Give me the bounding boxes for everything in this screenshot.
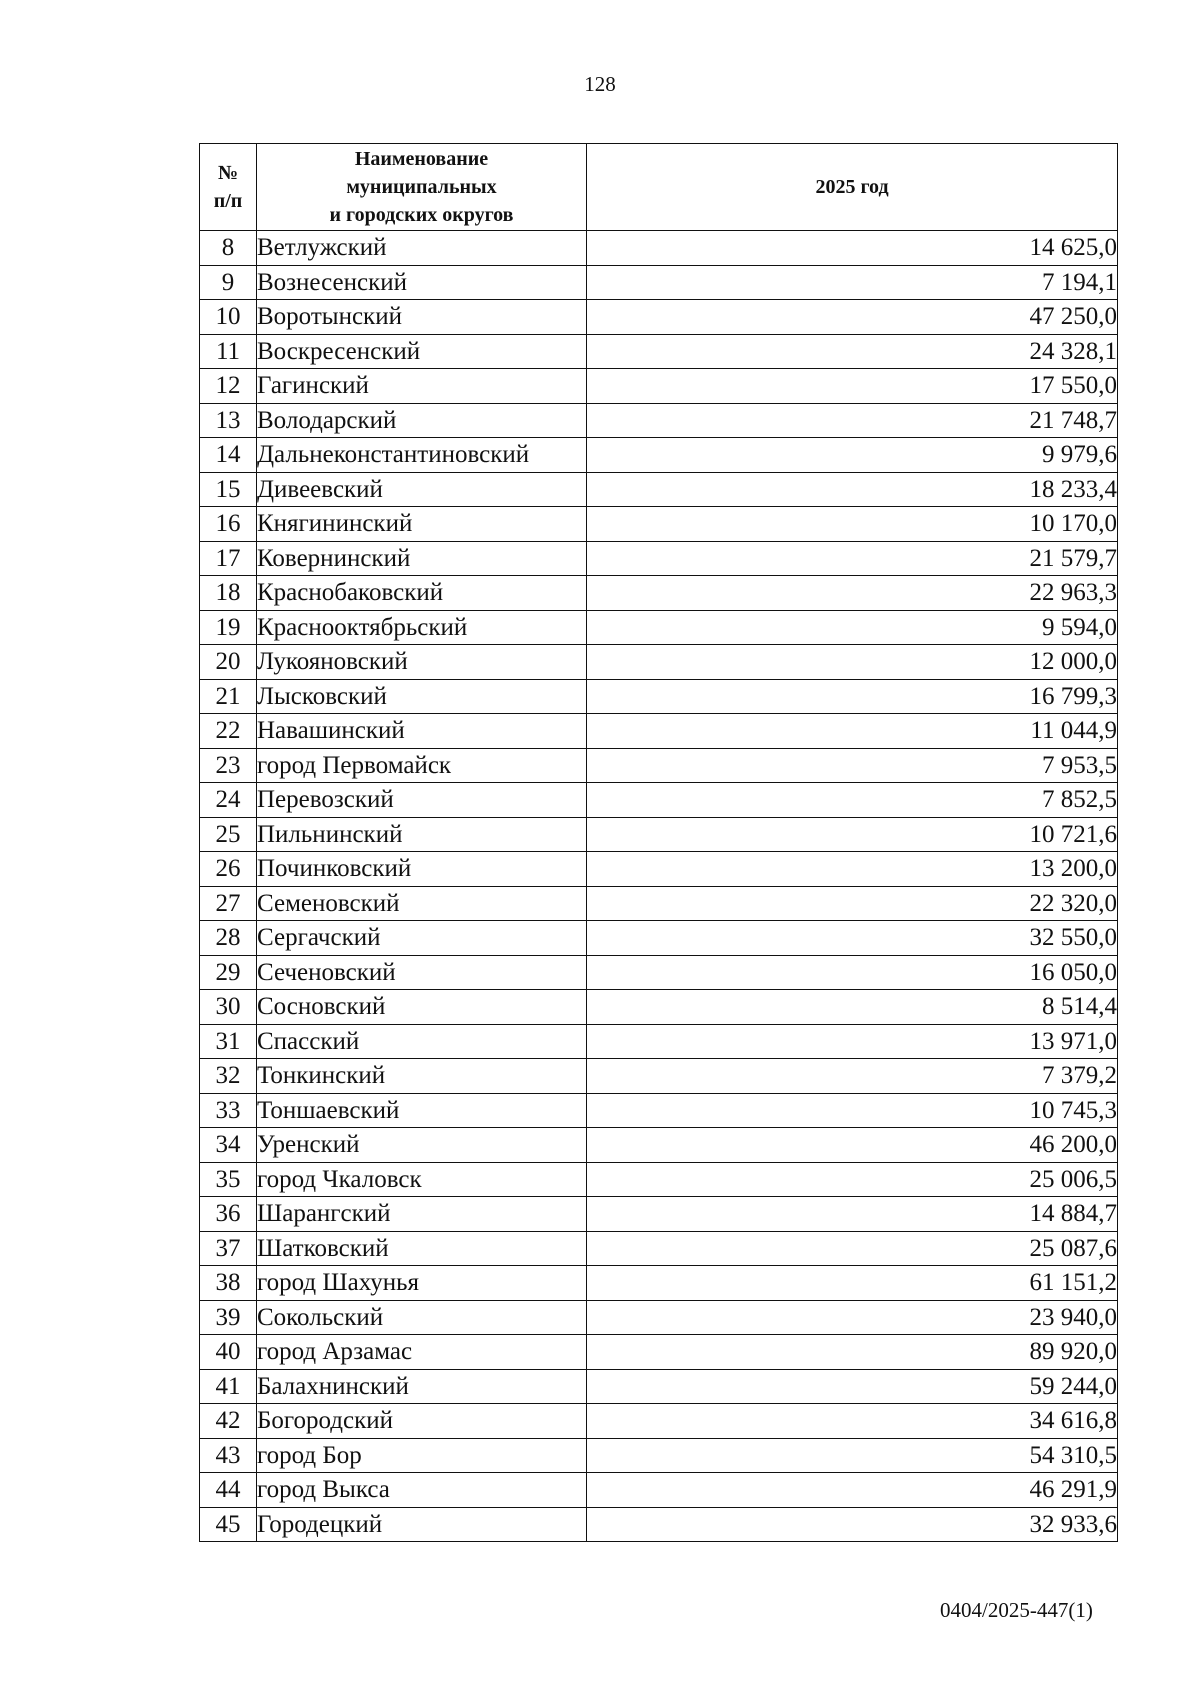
- row-number: 25: [200, 817, 257, 852]
- row-number: 13: [200, 403, 257, 438]
- amount-value: 8 514,4: [587, 990, 1118, 1025]
- row-number: 29: [200, 955, 257, 990]
- table-row: [200, 1507, 1118, 1542]
- row-number: 44: [200, 1473, 257, 1508]
- amount-value: 16 799,3: [587, 679, 1118, 714]
- district-name: Уренский: [257, 1128, 587, 1163]
- amount-value: 13 200,0: [587, 852, 1118, 887]
- table-row: [200, 990, 1118, 1025]
- table-row: [200, 541, 1118, 576]
- row-number: 41: [200, 1369, 257, 1404]
- district-name: Воротынский: [257, 300, 587, 335]
- table-row: [200, 334, 1118, 369]
- amount-value: 14 884,7: [587, 1197, 1118, 1232]
- district-name: Шатковский: [257, 1231, 587, 1266]
- amount-value: 9 979,6: [587, 438, 1118, 473]
- row-number: 39: [200, 1300, 257, 1335]
- row-number: 18: [200, 576, 257, 611]
- district-name: Тоншаевский: [257, 1093, 587, 1128]
- allocation-table: [199, 143, 1118, 1542]
- header-name-line: Наименование: [354, 148, 489, 170]
- table-row: [200, 1024, 1118, 1059]
- district-name: Навашинский: [257, 714, 587, 749]
- table-row: [200, 1231, 1118, 1266]
- district-name: Городецкий: [257, 1507, 587, 1542]
- district-name: Лысковский: [257, 679, 587, 714]
- header-num: [200, 144, 257, 231]
- table-body: [200, 231, 1118, 1542]
- table-row: [200, 748, 1118, 783]
- table-row: [200, 507, 1118, 542]
- table-row: [200, 645, 1118, 680]
- amount-value: 46 291,9: [587, 1473, 1118, 1508]
- district-name: Дивеевский: [257, 472, 587, 507]
- amount-value: 46 200,0: [587, 1128, 1118, 1163]
- amount-value: 13 971,0: [587, 1024, 1118, 1059]
- district-name: Сокольский: [257, 1300, 587, 1335]
- table-row: [200, 1059, 1118, 1094]
- table-row: [200, 921, 1118, 956]
- table-row: [200, 576, 1118, 611]
- row-number: 27: [200, 886, 257, 921]
- table-row: [200, 714, 1118, 749]
- row-number: 33: [200, 1093, 257, 1128]
- table-row: [200, 1335, 1118, 1370]
- table-row: [200, 1197, 1118, 1232]
- amount-value: 7 852,5: [587, 783, 1118, 818]
- table-row: [200, 955, 1118, 990]
- row-number: 30: [200, 990, 257, 1025]
- amount-value: 10 170,0: [587, 507, 1118, 542]
- row-number: 38: [200, 1266, 257, 1301]
- amount-value: 10 721,6: [587, 817, 1118, 852]
- row-number: 17: [200, 541, 257, 576]
- district-name: Сергачский: [257, 921, 587, 956]
- row-number: 9: [200, 265, 257, 300]
- amount-value: 7 194,1: [587, 265, 1118, 300]
- district-name: Ветлужский: [257, 231, 587, 266]
- row-number: 35: [200, 1162, 257, 1197]
- table-row: [200, 1438, 1118, 1473]
- table-row: [200, 438, 1118, 473]
- row-number: 20: [200, 645, 257, 680]
- amount-value: 16 050,0: [587, 955, 1118, 990]
- amount-value: 22 320,0: [587, 886, 1118, 921]
- amount-value: 21 748,7: [587, 403, 1118, 438]
- table-row: [200, 886, 1118, 921]
- row-number: 45: [200, 1507, 257, 1542]
- district-name: город Бор: [257, 1438, 587, 1473]
- district-name: Дальнеконстантиновский: [257, 438, 587, 473]
- district-name: Шарангский: [257, 1197, 587, 1232]
- row-number: 26: [200, 852, 257, 887]
- district-name: Починковский: [257, 852, 587, 887]
- district-name: город Выкса: [257, 1473, 587, 1508]
- table-row: [200, 610, 1118, 645]
- amount-value: 25 087,6: [587, 1231, 1118, 1266]
- table-row: [200, 783, 1118, 818]
- table-row: [200, 1093, 1118, 1128]
- table-row: [200, 1404, 1118, 1439]
- amount-value: 22 963,3: [587, 576, 1118, 611]
- table-row: [200, 369, 1118, 404]
- amount-value: 12 000,0: [587, 645, 1118, 680]
- row-number: 40: [200, 1335, 257, 1370]
- table-row: [200, 300, 1118, 335]
- district-name: Лукояновский: [257, 645, 587, 680]
- row-number: 28: [200, 921, 257, 956]
- row-number: 14: [200, 438, 257, 473]
- row-number: 19: [200, 610, 257, 645]
- row-number: 23: [200, 748, 257, 783]
- district-name: Богородский: [257, 1404, 587, 1439]
- district-name: Перевозский: [257, 783, 587, 818]
- amount-value: 89 920,0: [587, 1335, 1118, 1370]
- amount-value: 18 233,4: [587, 472, 1118, 507]
- document-code: 0404/2025-447(1): [940, 1598, 1093, 1622]
- amount-value: 24 328,1: [587, 334, 1118, 369]
- row-number: 42: [200, 1404, 257, 1439]
- amount-value: 25 006,5: [587, 1162, 1118, 1197]
- row-number: 22: [200, 714, 257, 749]
- district-name: город Арзамас: [257, 1335, 587, 1370]
- header-num-line: №: [217, 162, 239, 184]
- row-number: 16: [200, 507, 257, 542]
- amount-value: 34 616,8: [587, 1404, 1118, 1439]
- row-number: 34: [200, 1128, 257, 1163]
- district-name: город Шахунья: [257, 1266, 587, 1301]
- amount-value: 14 625,0: [587, 231, 1118, 266]
- district-name: Сосновский: [257, 990, 587, 1025]
- header-year: 2025 год: [587, 144, 1118, 231]
- header-name: [257, 144, 587, 231]
- amount-value: 9 594,0: [587, 610, 1118, 645]
- district-name: город Чкаловск: [257, 1162, 587, 1197]
- row-number: 31: [200, 1024, 257, 1059]
- amount-value: 17 550,0: [587, 369, 1118, 404]
- district-name: Княгининский: [257, 507, 587, 542]
- table-row: [200, 1473, 1118, 1508]
- district-name: Гагинский: [257, 369, 587, 404]
- page-number: 128: [584, 72, 616, 96]
- table-row: [200, 472, 1118, 507]
- row-number: 32: [200, 1059, 257, 1094]
- amount-value: 7 953,5: [587, 748, 1118, 783]
- district-name: Балахнинский: [257, 1369, 587, 1404]
- district-name: Тонкинский: [257, 1059, 587, 1094]
- table-row: [200, 852, 1118, 887]
- row-number: 21: [200, 679, 257, 714]
- row-number: 10: [200, 300, 257, 335]
- row-number: 15: [200, 472, 257, 507]
- amount-value: 32 933,6: [587, 1507, 1118, 1542]
- district-name: Володарский: [257, 403, 587, 438]
- district-name: город Первомайск: [257, 748, 587, 783]
- district-name: Воскресенский: [257, 334, 587, 369]
- amount-value: 11 044,9: [587, 714, 1118, 749]
- amount-value: 54 310,5: [587, 1438, 1118, 1473]
- table-header-row: [200, 144, 1118, 231]
- amount-value: 7 379,2: [587, 1059, 1118, 1094]
- amount-value: 23 940,0: [587, 1300, 1118, 1335]
- table-row: [200, 679, 1118, 714]
- table-row: [200, 403, 1118, 438]
- row-number: 8: [200, 231, 257, 266]
- table-row: [200, 1300, 1118, 1335]
- table-row: [200, 1266, 1118, 1301]
- amount-value: 10 745,3: [587, 1093, 1118, 1128]
- district-name: Вознесенский: [257, 265, 587, 300]
- table-row: [200, 1162, 1118, 1197]
- district-name: Ковернинский: [257, 541, 587, 576]
- district-name: Сеченовский: [257, 955, 587, 990]
- amount-value: 21 579,7: [587, 541, 1118, 576]
- district-name: Краснооктябрьский: [257, 610, 587, 645]
- row-number: 43: [200, 1438, 257, 1473]
- row-number: 12: [200, 369, 257, 404]
- row-number: 24: [200, 783, 257, 818]
- header-name-line: и городских округов: [329, 204, 514, 226]
- row-number: 11: [200, 334, 257, 369]
- amount-value: 61 151,2: [587, 1266, 1118, 1301]
- table-row: [200, 1369, 1118, 1404]
- header-num-line: п/п: [213, 190, 243, 212]
- table-row: [200, 1128, 1118, 1163]
- amount-value: 32 550,0: [587, 921, 1118, 956]
- table-row: [200, 265, 1118, 300]
- row-number: 36: [200, 1197, 257, 1232]
- district-name: Спасский: [257, 1024, 587, 1059]
- table-row: [200, 817, 1118, 852]
- amount-value: 59 244,0: [587, 1369, 1118, 1404]
- row-number: 37: [200, 1231, 257, 1266]
- header-name-line: муниципальных: [346, 176, 497, 198]
- district-name: Краснобаковский: [257, 576, 587, 611]
- amount-value: 47 250,0: [587, 300, 1118, 335]
- table-row: [200, 231, 1118, 266]
- district-name: Семеновский: [257, 886, 587, 921]
- district-name: Пильнинский: [257, 817, 587, 852]
